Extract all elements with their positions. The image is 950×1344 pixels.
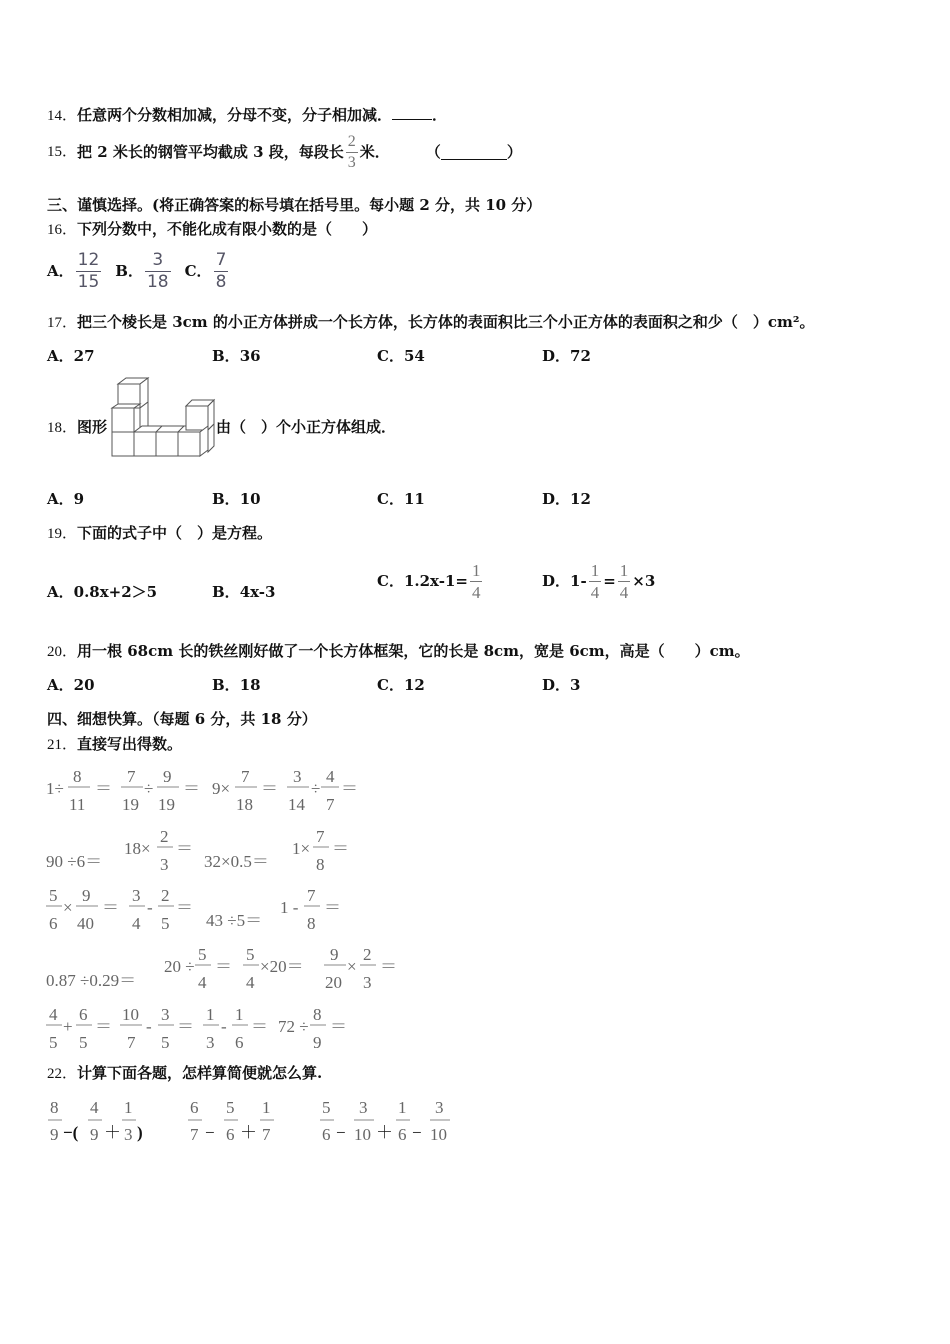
calc-text: -	[146, 1017, 152, 1036]
calc-text: ＝	[330, 1017, 347, 1036]
fraction: $\frac{1}{4}$	[619, 560, 629, 602]
question-18-tail: 由（ ）个小正方体组成．	[216, 418, 397, 436]
calc-text: −	[336, 1123, 346, 1142]
calc-text: 3	[160, 855, 169, 874]
q21-expressions	[40, 760, 470, 1060]
calc-text: ×	[347, 957, 357, 976]
section-4-title: 四、细想快算。（每题 6 分，共 18 分）	[47, 710, 317, 728]
calc-text: 8	[313, 1005, 322, 1024]
calc-text: 4	[326, 767, 335, 786]
calc-text: 9	[90, 1125, 99, 1144]
calc-text: 7	[326, 795, 335, 814]
question-18: 18．图形	[47, 418, 108, 436]
calc-text: 7	[127, 767, 136, 786]
calc-text: 1	[398, 1098, 407, 1117]
calc-text: 6	[322, 1125, 331, 1144]
calc-text: ＝	[251, 1017, 268, 1036]
q22-expressions	[40, 1090, 470, 1150]
q18-option-d[interactable]: D．12	[542, 490, 591, 508]
calc-text: ＝	[176, 839, 193, 858]
calc-text: ＝	[95, 1017, 112, 1036]
calc-text: 14	[288, 795, 305, 814]
calc-text: 18	[236, 795, 253, 814]
calc-text: 6	[235, 1033, 244, 1052]
calc-text: 5	[161, 914, 170, 933]
calc-text: 1÷	[46, 779, 64, 798]
cubes-figure	[110, 376, 218, 462]
calc-text: 9	[163, 767, 172, 786]
calc-text: ÷	[311, 779, 321, 798]
calc-text: 10	[122, 1005, 139, 1024]
calc-text: 18×	[124, 839, 151, 858]
q18-option-c[interactable]: C．11	[377, 490, 425, 508]
calc-text: -	[147, 898, 153, 917]
calc-text: 3	[124, 1125, 133, 1144]
calc-text: 4	[198, 973, 207, 992]
calc-text: 10	[430, 1125, 447, 1144]
question-15: 15． 把 2 米长的钢管平均截成 3 段，每段长 $\frac{2}{3}$ 米． （ ）	[47, 133, 522, 171]
calc-text: 2	[363, 945, 372, 964]
calc-text: ＝	[176, 898, 193, 917]
calc-text: ＝	[215, 957, 232, 976]
calc-text: 1	[235, 1005, 244, 1024]
question-21: 21．直接写出得数。	[47, 735, 183, 753]
calc-text: 9	[82, 886, 91, 905]
calc-text: -	[221, 1017, 227, 1036]
question-22: 22．计算下面各题，怎样算简便就怎么算.	[47, 1064, 323, 1082]
calc-text: 7	[241, 767, 250, 786]
calc-text: 4	[49, 1005, 58, 1024]
calc-text: 10	[354, 1125, 371, 1144]
calc-text: +	[63, 1017, 73, 1036]
calc-text: ＝	[183, 779, 200, 798]
fraction: $\frac{1}{4}$	[590, 560, 600, 602]
fraction: $\frac{1}{4}$	[471, 560, 481, 602]
calc-text: 43 ÷5＝	[206, 911, 263, 930]
section-3-title: 三、谨慎选择。(将正确答案的标号填在括号里。每小题 2 分，共 10 分）	[47, 196, 542, 214]
q19-option-a[interactable]: A．0.8x+2＞5	[47, 583, 158, 601]
calc-text: 4	[90, 1098, 99, 1117]
calc-text: 1 -	[280, 898, 299, 917]
q18-option-b[interactable]: B．10	[212, 490, 261, 508]
q19-option-b[interactable]: B．4x-3	[212, 583, 276, 601]
calc-text: 6	[226, 1125, 235, 1144]
answer-blank[interactable]	[441, 145, 507, 160]
calc-text: 1×	[292, 839, 311, 858]
calc-text: 2	[160, 827, 169, 846]
q17-option-b[interactable]: B．36	[212, 347, 261, 365]
q20-option-c[interactable]: C．12	[377, 676, 425, 694]
calc-text: 5	[79, 1033, 88, 1052]
calc-text: 3	[435, 1098, 444, 1117]
calc-text: 5	[198, 945, 207, 964]
calc-text: ＝	[332, 839, 349, 858]
calc-text: 0.87 ÷0.29＝	[46, 971, 137, 990]
calc-text: 3	[363, 973, 372, 992]
question-14: 14．任意两个分数相加减，分母不变，分子相加减． ．	[47, 106, 448, 124]
calc-text: 19	[122, 795, 139, 814]
calc-text: ＝	[95, 779, 112, 798]
calc-text: 7	[316, 827, 325, 846]
q17-option-c[interactable]: C．54	[377, 347, 425, 365]
calc-text: 9	[330, 945, 339, 964]
fraction: $\frac{2}{3}$	[347, 133, 356, 171]
calc-text: 8	[73, 767, 82, 786]
calc-text: 8	[316, 855, 325, 874]
calc-text: 3	[132, 886, 141, 905]
q20-option-d[interactable]: D．3	[542, 676, 581, 694]
calc-text: −(	[63, 1123, 79, 1142]
calc-text: 8	[307, 914, 316, 933]
calc-text: 9×	[212, 779, 231, 798]
calc-text: 7	[190, 1125, 199, 1144]
calc-text: 40	[77, 914, 94, 933]
calc-text: 5	[49, 1033, 58, 1052]
calc-text: 20	[325, 973, 342, 992]
calc-text: 72 ÷	[278, 1017, 309, 1036]
question-19: 19．下面的式子中（ ）是方程。	[47, 524, 273, 542]
calc-text: 5	[322, 1098, 331, 1117]
calc-text: 11	[69, 795, 86, 814]
calc-text: ＝	[102, 898, 119, 917]
q17-option-d[interactable]: D．72	[542, 347, 591, 365]
question-16-options: A． $\frac{12}{15}$ B． $\frac{3}{18}$ C． $\frac{7}{8}$	[47, 250, 227, 292]
question-20: 20．用一根 68cm 长的铁丝刚好做了一个长方体框架，它的长是 8cm，宽是 6cm，高是（ ）cm。	[47, 642, 750, 660]
calc-text: 3	[293, 767, 302, 786]
calc-text: 6	[49, 914, 58, 933]
calc-text: 32×0.5＝	[204, 852, 269, 871]
calc-text: 5	[161, 1033, 170, 1052]
calc-text: 3	[161, 1005, 170, 1024]
calc-text: 3	[359, 1098, 368, 1117]
calc-text: ×	[63, 898, 73, 917]
calc-text: ＝	[341, 779, 358, 798]
calc-text: ＋	[104, 1123, 121, 1142]
calc-text: −	[205, 1123, 215, 1142]
calc-text: 6	[190, 1098, 199, 1117]
calc-text: 7	[127, 1033, 136, 1052]
calc-text: 8	[50, 1098, 59, 1117]
calc-text: ×20＝	[260, 957, 304, 976]
calc-text: 7	[262, 1125, 271, 1144]
question-16: 16．下列分数中，不能化成有限小数的是（ ）	[47, 220, 378, 238]
calc-text: 1	[262, 1098, 271, 1117]
calc-text: )	[137, 1123, 143, 1142]
option-b-fraction[interactable]: $\frac{3}{18}$	[146, 250, 169, 292]
q17-option-a[interactable]: A．27	[47, 347, 95, 365]
calc-text: ＋	[240, 1123, 257, 1142]
calc-text: 3	[206, 1033, 215, 1052]
calc-text: 7	[307, 886, 316, 905]
q20-option-a[interactable]: A．20	[47, 676, 95, 694]
calc-text: 4	[132, 914, 141, 933]
calc-text: ＝	[324, 898, 341, 917]
calc-text: 1	[206, 1005, 215, 1024]
q19-option-c[interactable]: C． 1.2x-1= $\frac{1}{4}$	[377, 560, 481, 602]
calc-text: 9	[313, 1033, 322, 1052]
calc-text: 1	[124, 1098, 133, 1117]
option-a-fraction[interactable]: $\frac{12}{15}$	[77, 250, 100, 292]
calc-text: ＝	[177, 1017, 194, 1036]
calc-text: ＋	[376, 1123, 393, 1142]
calc-text: −	[412, 1123, 422, 1142]
calc-text: 6	[398, 1125, 407, 1144]
q20-option-b[interactable]: B．18	[212, 676, 261, 694]
question-17: 17．把三个棱长是 3cm 的小正方体拼成一个长方体，长方体的表面积比三个小正方体的表面积之和少（ ）cm²。	[47, 313, 815, 331]
calc-text: 5	[49, 886, 58, 905]
calc-text: 90 ÷6＝	[46, 852, 103, 871]
calc-text: 5	[246, 945, 255, 964]
q19-option-d[interactable]: D． 1- $\frac{1}{4}$ = $\frac{1}{4}$ ×3	[542, 560, 656, 602]
calc-text: 6	[79, 1005, 88, 1024]
answer-blank[interactable]	[392, 105, 432, 120]
calc-text: ÷	[144, 779, 154, 798]
q18-option-a[interactable]: A．9	[47, 490, 85, 508]
calc-text: 20 ÷	[164, 957, 195, 976]
calc-text: 19	[158, 795, 175, 814]
option-c-fraction[interactable]: $\frac{7}{8}$	[215, 250, 227, 292]
calc-text: ＝	[380, 957, 397, 976]
calc-text: 9	[50, 1125, 59, 1144]
calc-text: 2	[161, 886, 170, 905]
calc-text: 5	[226, 1098, 235, 1117]
calc-text: 4	[246, 973, 255, 992]
calc-text: ＝	[261, 779, 278, 798]
